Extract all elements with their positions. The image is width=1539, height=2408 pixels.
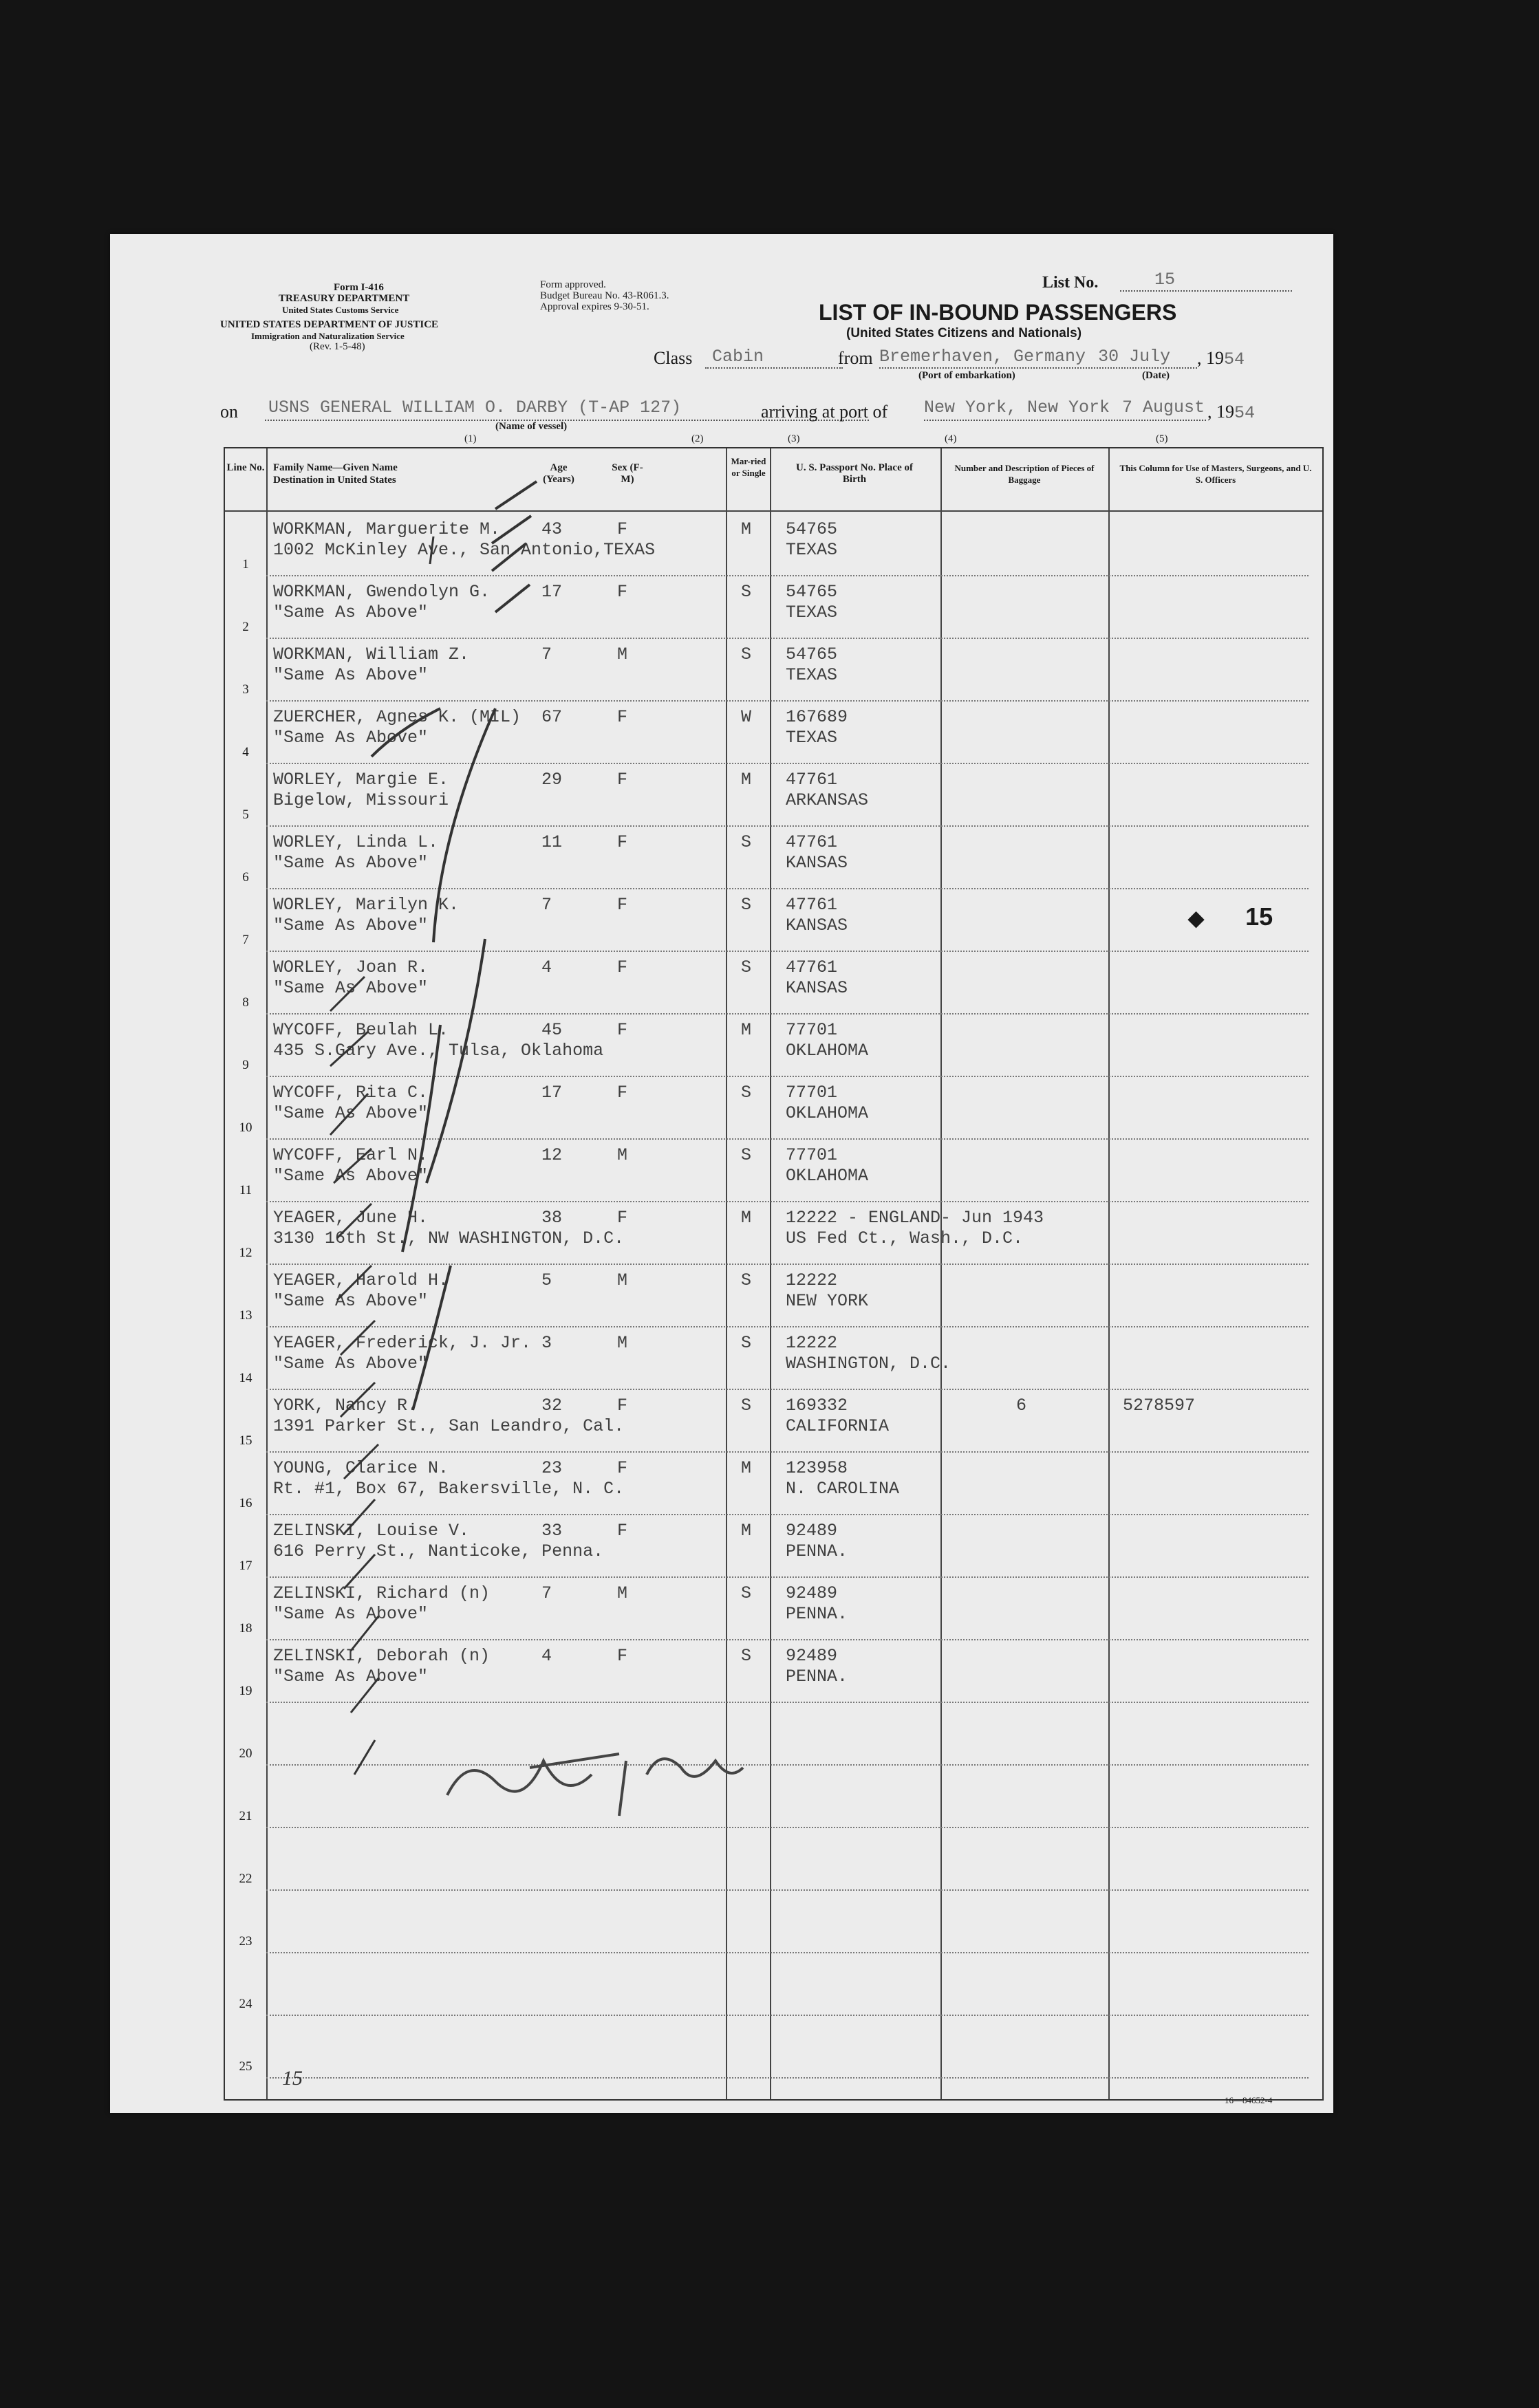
passport-number: 54765: [786, 519, 838, 539]
line-number: 15: [239, 1433, 252, 1448]
passport-number: 12222: [786, 1270, 838, 1290]
passenger-destination: "Same As Above": [273, 853, 429, 873]
header-sex: Sex (F-M): [612, 462, 643, 485]
year-prefix-2: 19: [1216, 402, 1234, 422]
form-title: LIST OF IN-BOUND PASSENGERS: [819, 300, 1177, 325]
footer-code: 16—84652-4: [1225, 2095, 1273, 2105]
line-number: 17: [239, 1559, 252, 1573]
passenger-destination: "Same As Above": [273, 1291, 429, 1311]
line-number: 2: [242, 620, 249, 634]
passenger-sex: F: [617, 519, 628, 539]
passenger-destination: "Same As Above": [273, 1103, 429, 1123]
class-value: Cabin: [712, 347, 764, 367]
passport-number: 77701: [786, 1145, 838, 1165]
line-number: 12: [239, 1246, 252, 1260]
col-num-3: (3): [788, 433, 800, 444]
line-number: 21: [239, 1809, 252, 1823]
passenger-marital-status: S: [741, 582, 752, 602]
passenger-name: YEAGER, Harold H.: [273, 1270, 449, 1290]
passenger-name: WORLEY, Margie E.: [273, 770, 449, 790]
passenger-age: 4: [541, 1646, 552, 1666]
passport-number: 47761: [786, 957, 838, 977]
passenger-age: 4: [541, 957, 552, 977]
revision-date: (Rev. 1-5-48): [310, 341, 365, 352]
line-number: 5: [242, 807, 249, 822]
passenger-sex: M: [617, 1270, 628, 1290]
form-subtitle: (United States Citizens and Nationals): [846, 326, 1082, 340]
passenger-name: WYCOFF, Earl N.: [273, 1145, 429, 1165]
passenger-destination: 1391 Parker St., San Leandro, Cal.: [273, 1416, 625, 1436]
year-prefix-1: 19: [1206, 348, 1224, 368]
passenger-marital-status: M: [741, 1521, 752, 1541]
passenger-marital-status: S: [741, 895, 752, 915]
from-port: Bremerhaven, Germany: [879, 347, 1086, 367]
line-number: 18: [239, 1621, 252, 1636]
baggage-count: 6: [1016, 1396, 1027, 1415]
list-no-value: 15: [1154, 270, 1176, 290]
passenger-destination: "Same As Above": [273, 665, 429, 685]
passenger-name: WORLEY, Marilyn K.: [273, 895, 460, 915]
passenger-sex: F: [617, 957, 628, 977]
passenger-marital-status: S: [741, 1646, 752, 1666]
customs-service: United States Customs Service: [282, 305, 399, 315]
line-number: 8: [242, 995, 249, 1010]
form-number: Form I-416: [334, 282, 384, 293]
passenger-name: WYCOFF, Beulah L.: [273, 1020, 449, 1040]
place-of-birth: WASHINGTON, D.C.: [786, 1354, 951, 1374]
passenger-name: YORK, Nancy R.: [273, 1396, 418, 1415]
place-of-birth: TEXAS: [786, 665, 838, 685]
from-label: from: [838, 348, 873, 368]
passenger-age: 17: [541, 1083, 563, 1103]
passenger-sex: F: [617, 1083, 628, 1103]
passport-number: 169332: [786, 1396, 848, 1415]
passenger-marital-status: M: [741, 1458, 752, 1478]
passenger-sex: M: [617, 1145, 628, 1165]
passenger-name: ZELINSKI, Louise V.: [273, 1521, 470, 1541]
passenger-name: WYCOFF, Rita C.: [273, 1083, 429, 1103]
passport-number: 47761: [786, 895, 838, 915]
budget-bureau: Budget Bureau No. 43-R061.3.: [540, 290, 669, 301]
passenger-age: 12: [541, 1145, 563, 1165]
passenger-marital-status: S: [741, 644, 752, 664]
passenger-age: 29: [541, 770, 563, 790]
passenger-sex: M: [617, 1583, 628, 1603]
passenger-age: 45: [541, 1020, 563, 1040]
passenger-marital-status: M: [741, 519, 752, 539]
col-num-1: (1): [464, 433, 477, 444]
arrival-port: New York, New York: [924, 398, 1110, 417]
passport-number: 92489: [786, 1521, 838, 1541]
class-label: Class: [654, 348, 693, 368]
line-number: 20: [239, 1746, 252, 1761]
passenger-destination: "Same As Above": [273, 728, 429, 748]
passenger-destination: "Same As Above": [273, 603, 429, 622]
place-of-birth: KANSAS: [786, 978, 848, 998]
place-of-birth: OKLAHOMA: [786, 1166, 869, 1186]
passenger-name: WORLEY, Linda L.: [273, 832, 439, 852]
passenger-name: YEAGER, Frederick, J. Jr.: [273, 1333, 532, 1353]
line-number: 3: [242, 682, 249, 697]
passenger-destination: 3130 16th St., NW WASHINGTON, D.C.: [273, 1228, 625, 1248]
passenger-name: YOUNG, Clarice N.: [273, 1458, 449, 1478]
from-date: 30 July: [1098, 347, 1171, 367]
passenger-age: 32: [541, 1396, 563, 1415]
header-baggage: Number and Description of Pieces of Baggage: [954, 463, 1095, 485]
passport-number: 47761: [786, 770, 838, 790]
line-number: 25: [239, 2059, 252, 2074]
passenger-sex: F: [617, 832, 628, 852]
arriving-label: arriving at port of: [761, 402, 888, 422]
list-no-label: List No.: [1042, 274, 1099, 292]
passenger-sex: F: [617, 1646, 628, 1666]
passenger-sex: F: [617, 1521, 628, 1541]
passenger-age: 23: [541, 1458, 563, 1478]
place-of-birth: PENNA.: [786, 1541, 848, 1561]
header-line-no: Line No.: [226, 462, 265, 473]
year-value-1: 54: [1224, 349, 1245, 369]
passport-number: 77701: [786, 1083, 838, 1103]
passenger-destination: 616 Perry St., Nanticoke, Penna.: [273, 1541, 604, 1561]
passenger-name: WORKMAN, Marguerite M.: [273, 519, 501, 539]
vessel-name: USNS GENERAL WILLIAM O. DARBY (T-AP 127): [268, 398, 682, 417]
passenger-destination: Bigelow, Missouri: [273, 790, 449, 810]
place-of-birth: TEXAS: [786, 603, 838, 622]
line-number: 6: [242, 870, 249, 885]
passenger-age: 33: [541, 1521, 563, 1541]
date-caption: (Date): [1142, 370, 1170, 381]
ins-service: Immigration and Naturalization Service: [251, 331, 405, 341]
passport-number: 92489: [786, 1583, 838, 1603]
passport-number: 47761: [786, 832, 838, 852]
place-of-birth: US Fed Ct., Wash., D.C.: [786, 1228, 1024, 1248]
justice-dept: UNITED STATES DEPARTMENT OF JUSTICE: [220, 319, 439, 330]
passenger-marital-status: S: [741, 1270, 752, 1290]
passenger-destination: Rt. #1, Box 67, Bakersville, N. C.: [273, 1479, 625, 1499]
passenger-name: WORKMAN, Gwendolyn G.: [273, 582, 491, 602]
passenger-age: 7: [541, 644, 552, 664]
stamp-number: 15: [1245, 902, 1273, 931]
passport-number: 77701: [786, 1020, 838, 1040]
passenger-name: ZELINSKI, Richard (n): [273, 1583, 491, 1603]
col-num-4: (4): [945, 433, 957, 444]
passenger-marital-status: S: [741, 1396, 752, 1415]
passenger-name: ZUERCHER, Agnes K. (MIL): [273, 707, 521, 727]
passenger-marital-status: M: [741, 1208, 752, 1228]
passenger-name: WORLEY, Joan R.: [273, 957, 429, 977]
passenger-destination: 1002 McKinley Ave., San Antonio,TEXAS: [273, 540, 656, 560]
passenger-age: 5: [541, 1270, 552, 1290]
line-number: 7: [242, 933, 249, 947]
line-number: 4: [242, 745, 249, 759]
place-of-birth: PENNA.: [786, 1667, 848, 1686]
line-number: 1: [242, 557, 249, 572]
passenger-marital-status: S: [741, 957, 752, 977]
passenger-sex: F: [617, 707, 628, 727]
passenger-sex: F: [617, 582, 628, 602]
line-number: 22: [239, 1872, 252, 1886]
header-married: Mar-ried or Single: [731, 456, 766, 478]
passenger-marital-status: M: [741, 1020, 752, 1040]
place-of-birth: TEXAS: [786, 540, 838, 560]
passenger-age: 67: [541, 707, 563, 727]
header-destination: Destination in United States: [273, 475, 396, 486]
passenger-sex: F: [617, 1208, 628, 1228]
passenger-destination: "Same As Above": [273, 915, 429, 935]
line-number: 24: [239, 1997, 252, 2011]
bottom-handwritten-mark: 15: [282, 2067, 303, 2090]
year-2: , 1954: [1207, 402, 1256, 423]
passenger-sex: F: [617, 1458, 628, 1478]
place-of-birth: KANSAS: [786, 915, 848, 935]
place-of-birth: PENNA.: [786, 1604, 848, 1624]
passenger-marital-status: S: [741, 832, 752, 852]
passenger-age: 17: [541, 582, 563, 602]
line-number: 11: [239, 1183, 252, 1197]
officer-notes: 5278597: [1123, 1396, 1196, 1415]
passport-number: 54765: [786, 582, 838, 602]
passport-number: 92489: [786, 1646, 838, 1666]
col-num-5: (5): [1156, 433, 1168, 444]
passenger-sex: F: [617, 1020, 628, 1040]
passenger-destination: "Same As Above": [273, 1166, 429, 1186]
line-number: 10: [239, 1120, 252, 1135]
passenger-age: 7: [541, 895, 552, 915]
place-of-birth: TEXAS: [786, 728, 838, 748]
passenger-marital-status: M: [741, 770, 752, 790]
header-officers: This Column for Use of Masters, Surgeons, and U. S. Officers: [1119, 463, 1312, 485]
approval-expires: Approval expires 9-30-51.: [540, 301, 649, 312]
year-value-2: 54: [1234, 403, 1256, 423]
treasury-dept: TREASURY DEPARTMENT: [279, 293, 410, 304]
passenger-age: 7: [541, 1583, 552, 1603]
passenger-name: ZELINSKI, Deborah (n): [273, 1646, 491, 1666]
passport-number: 167689: [786, 707, 848, 727]
line-number: 19: [239, 1684, 252, 1698]
line-number: 13: [239, 1308, 252, 1323]
passenger-name: YEAGER, June H.: [273, 1208, 429, 1228]
place-of-birth: KANSAS: [786, 853, 848, 873]
on-label: on: [220, 402, 238, 422]
passenger-marital-status: S: [741, 1583, 752, 1603]
passenger-marital-status: W: [741, 707, 752, 727]
place-of-birth: CALIFORNIA: [786, 1416, 890, 1436]
place-of-birth: ARKANSAS: [786, 790, 869, 810]
passenger-name: WORKMAN, William Z.: [273, 644, 470, 664]
year-1: , 1954: [1197, 348, 1245, 369]
passenger-age: 3: [541, 1333, 552, 1353]
passenger-sex: F: [617, 1396, 628, 1415]
place-of-birth: OKLAHOMA: [786, 1103, 869, 1123]
line-number: 23: [239, 1934, 252, 1949]
line-number: 14: [239, 1371, 252, 1385]
passenger-age: 38: [541, 1208, 563, 1228]
place-of-birth: N. CAROLINA: [786, 1479, 900, 1499]
line-number: 9: [242, 1058, 249, 1072]
passenger-destination: "Same As Above": [273, 1667, 429, 1686]
header-passport: U. S. Passport No. Place of Birth: [796, 462, 913, 485]
stamp-symbol: ◆: [1188, 907, 1205, 930]
header-age: Age (Years): [543, 462, 574, 485]
line-number: 16: [239, 1496, 252, 1510]
passenger-marital-status: S: [741, 1333, 752, 1353]
passenger-marital-status: S: [741, 1083, 752, 1103]
passenger-age: 43: [541, 519, 563, 539]
passenger-destination: "Same As Above": [273, 978, 429, 998]
place-of-birth: OKLAHOMA: [786, 1041, 869, 1061]
passport-number: 123958: [786, 1458, 848, 1478]
arrival-date: 7 August: [1122, 398, 1205, 417]
handwritten-check-marks: [110, 234, 1333, 2113]
passenger-destination: "Same As Above": [273, 1604, 429, 1624]
passenger-sex: M: [617, 644, 628, 664]
passenger-destination: 435 S.Gary Ave., Tulsa, Oklahoma: [273, 1041, 604, 1061]
header-name: Family Name—Given Name: [273, 462, 398, 473]
passport-number: 54765: [786, 644, 838, 664]
port-embarkation-caption: (Port of embarkation): [918, 370, 1015, 381]
col-num-2: (2): [691, 433, 704, 444]
manifest-page: [110, 234, 1333, 2113]
passenger-marital-status: S: [741, 1145, 752, 1165]
passenger-sex: M: [617, 1333, 628, 1353]
passport-number: 12222: [786, 1333, 838, 1353]
vessel-caption: (Name of vessel): [495, 421, 568, 432]
passport-number: 12222 - ENGLAND- Jun 1943: [786, 1208, 1044, 1228]
place-of-birth: NEW YORK: [786, 1291, 869, 1311]
passenger-sex: F: [617, 770, 628, 790]
passenger-destination: "Same As Above": [273, 1354, 429, 1374]
passenger-sex: F: [617, 895, 628, 915]
form-approved: Form approved.: [540, 279, 606, 290]
passenger-age: 11: [541, 832, 563, 852]
